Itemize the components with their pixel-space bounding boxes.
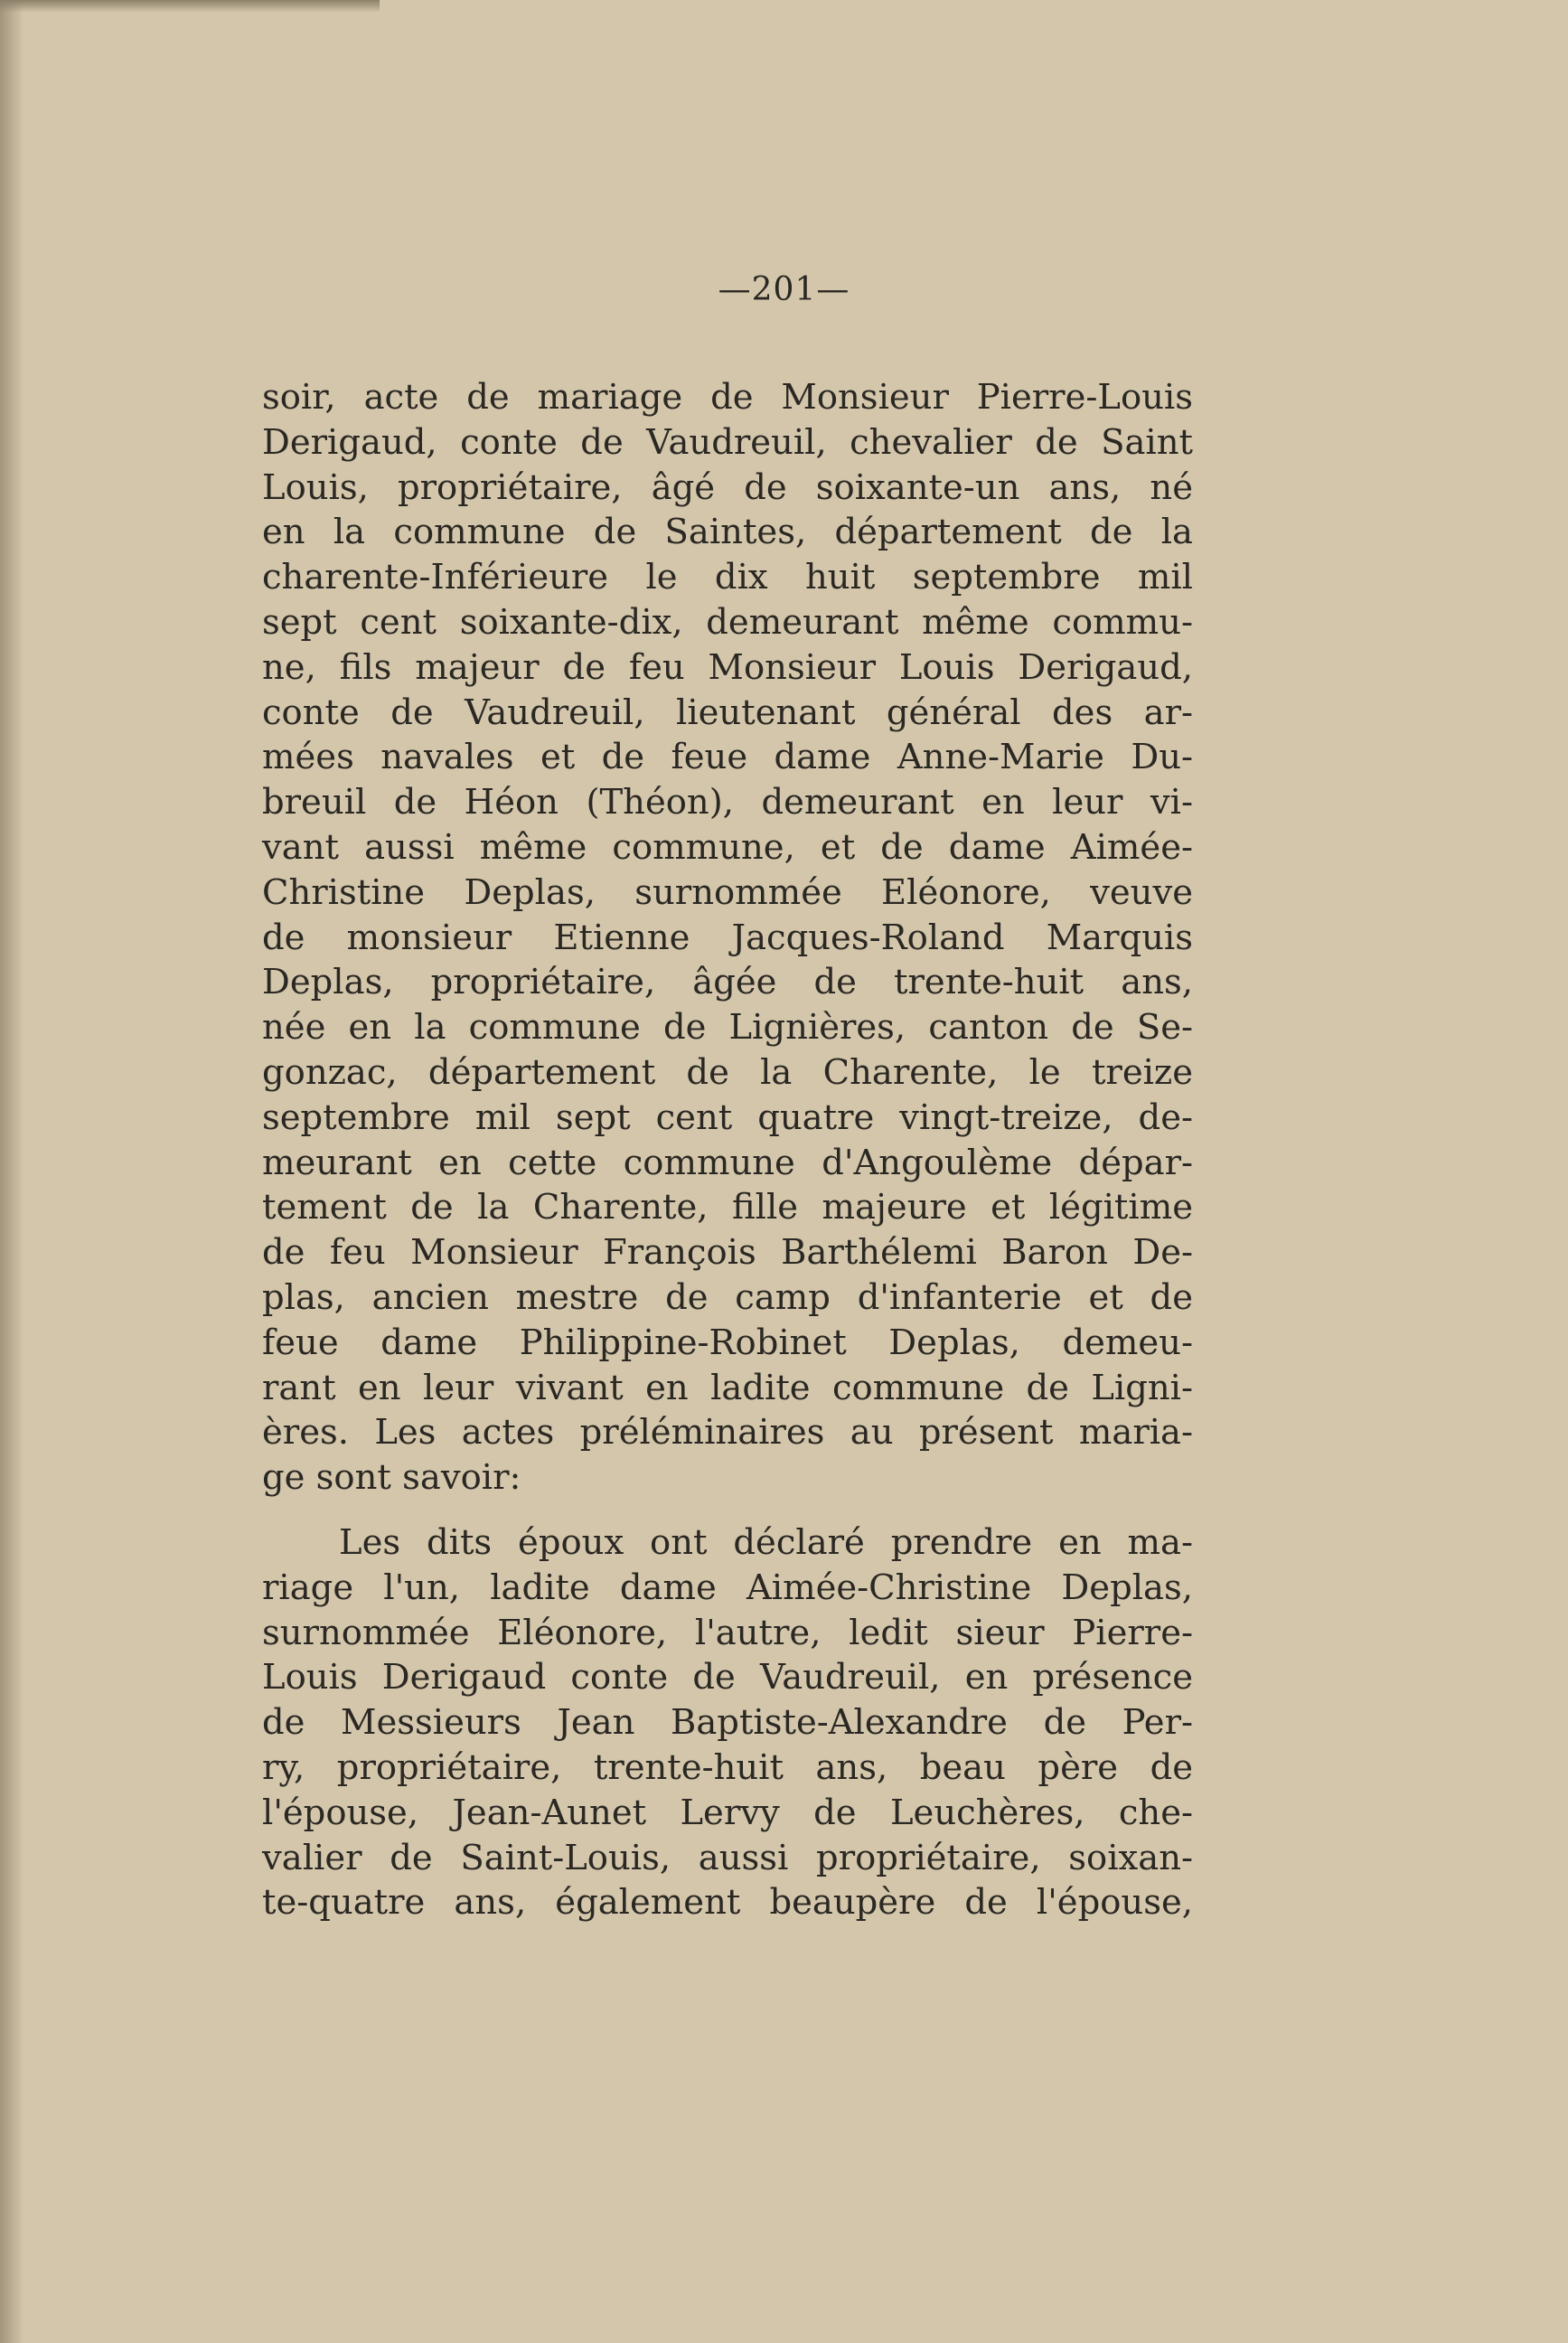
text-line: l'épouse, Jean-Aunet Lervy de Leuchères, che- (262, 1792, 1193, 1833)
text-line: en la commune de Saintes, département de la (262, 512, 1193, 553)
text-line: de monsieur Etienne Jacques-Roland Marquis (262, 917, 1193, 958)
text-line: Derigaud, conte de Vaudreuil, chevalier de Saint (262, 421, 1193, 463)
text-line: surnommée Eléonore, l'autre, ledit sieur Pierre- (262, 1612, 1193, 1653)
text-line: ères. Les actes préléminaires au présent maria- (262, 1412, 1193, 1454)
text-line: de feu Monsieur François Barthélemi Baron De- (262, 1232, 1193, 1274)
page-top-edge (0, 0, 380, 13)
text-line: breuil de Héon (Théon), demeurant en leur vi- (262, 782, 1193, 823)
paragraph-gap (262, 1501, 1193, 1520)
body-text (262, 375, 1193, 1925)
text-line: Deplas, propriétaire, âgée de trente-huit ans, (262, 962, 1193, 1003)
page-number: —201— (718, 271, 850, 308)
text-line: née en la commune de Lignières, canton de Se- (262, 1007, 1193, 1049)
text-line: meurant en cette commune d'Angoulème dépar- (262, 1142, 1193, 1183)
text-line: Louis Derigaud conte de Vaudreuil, en présence (262, 1657, 1193, 1698)
text-line: de Messieurs Jean Baptiste-Alexandre de Per- (262, 1702, 1193, 1744)
text-line: te-quatre ans, également beaupère de l'épouse, (262, 1882, 1193, 1924)
text-line: ne, fils majeur de feu Monsieur Louis Derigaud, (262, 646, 1193, 688)
text-line: gonzac, département de la Charente, le treize (262, 1051, 1193, 1093)
text-line: sept cent soixante-dix, demeurant même commu- (262, 601, 1193, 643)
text-line: valier de Saint-Louis, aussi propriétaire, soixan- (262, 1837, 1193, 1878)
text-line: vant aussi même commune, et de dame Aimée- (262, 826, 1193, 868)
paragraph-1 (262, 375, 1193, 1501)
text-line: charente-Inférieure le dix huit septembre mil (262, 557, 1193, 598)
text-line: riage l'un, ladite dame Aimée-Christine Deplas, (262, 1567, 1193, 1608)
page-edge-shadow (0, 0, 23, 2343)
text-line: rant en leur vivant en ladite commune de Ligni- (262, 1367, 1193, 1408)
text-line: ge sont savoir: (262, 1457, 521, 1499)
text-line: mées navales et de feue dame Anne-Marie Du- (262, 737, 1193, 778)
text-line: tement de la Charente, fille majeure et légitime (262, 1187, 1193, 1228)
text-line: Christine Deplas, surnommée Eléonore, veuve (262, 871, 1193, 913)
text-line: Louis, propriétaire, âgé de soixante-un ans, né (262, 466, 1193, 508)
text-line: Les dits époux ont déclaré prendre en ma- (339, 1521, 1193, 1563)
text-line: plas, ancien mestre de camp d'infanterie et de (262, 1276, 1193, 1318)
text-line: ry, propriétaire, trente-huit ans, beau père de (262, 1746, 1193, 1788)
text-line: septembre mil sept cent quatre vingt-treize, de- (262, 1096, 1193, 1138)
text-line: feue dame Philippine-Robinet Deplas, demeu- (262, 1322, 1193, 1363)
text-line: soir, acte de mariage de Monsieur Pierre-Louis (262, 377, 1193, 418)
paragraph-2 (262, 1520, 1193, 1925)
text-line: conte de Vaudreuil, lieutenant général des ar- (262, 692, 1193, 733)
